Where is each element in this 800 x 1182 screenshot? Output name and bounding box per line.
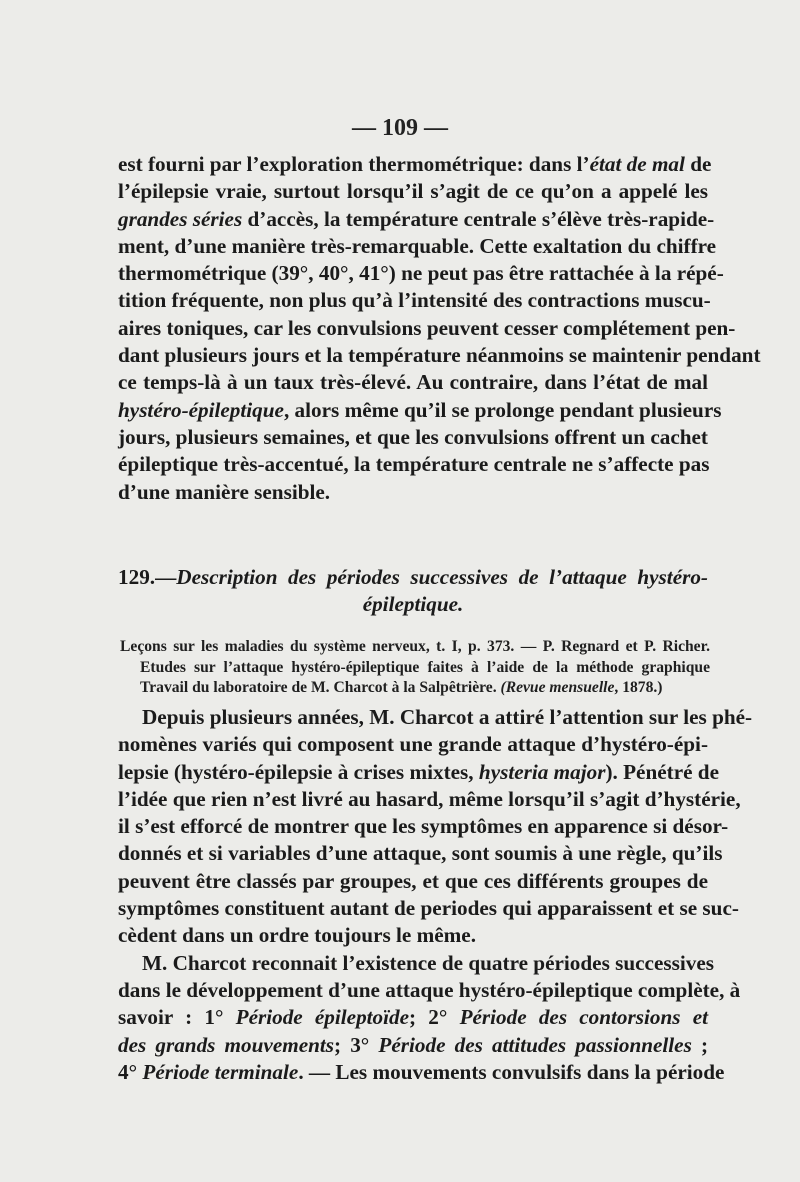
section-heading [118, 564, 708, 618]
text-line: M. Charcot reconnait l’existence de quatre périodes successives [142, 950, 714, 975]
text-line: d’une manière sensible. [118, 479, 331, 504]
text-line: peuvent être classés par groupes, et que ces différents groupes de [118, 868, 708, 893]
section-title-continued: épileptique. [362, 592, 464, 616]
text-line: dans le développement d’une attaque hystéro-épileptique complète, à [118, 977, 741, 1002]
text-line: jours, plusieurs semaines, et que les convulsions offrent un cachet [118, 424, 708, 449]
reference-line: Etudes sur l’attaque hystéro-épileptique faites à l’aide de la méthode graphique [140, 658, 710, 676]
text-line: cèdent dans un ordre toujours le même. [118, 923, 477, 948]
text-line: l’épilepsie vraie, surtout lorsqu’il s’agit de ce qu’on a appelé les [118, 179, 708, 204]
text-line: épileptique très-accentué, la température centrale ne s’affecte pas [118, 452, 710, 477]
section-title: Description des périodes successives de l’attaque hystéro- [176, 565, 708, 589]
text-line: lepsie (hystéro-épilepsie à crises mixtes, hysteria major). Pénétré de [118, 759, 719, 784]
text-line: donnés et si variables d’une attaque, sont soumis à une règle, qu’ils [118, 841, 723, 866]
text-line: est fourni par l’exploration thermométrique: dans l’état de mal de [118, 152, 712, 176]
paragraphs-charcot [118, 704, 753, 1086]
text-line: symptômes constituent autant de periodes qui apparaissent et se suc- [118, 896, 739, 921]
text-line: ce temps-là à un taux très-élevé. Au contraire, dans l’état de mal [118, 370, 708, 395]
reference-line: Travail du laboratoire de M. Charcot à la Salpêtrière. (Revue mensuelle, 1878.) [140, 679, 663, 696]
text-line: tition fréquente, non plus qu’à l’intensité des contractions muscu- [118, 288, 711, 313]
section-number: 129.— [118, 565, 177, 589]
text-line: aires toniques, car les convulsions peuvent cesser complétement pen- [118, 315, 736, 340]
text-line: ment, d’une manière très-remarquable. Cette exaltation du chiffre [118, 233, 717, 258]
bibliographic-references [120, 637, 710, 699]
reference-line: Leçons sur les maladies du système nerveux, t. I, p. 373. — P. Regnard et P. Richer. [120, 638, 710, 655]
text-line: savoir : 1° Période épileptoïde; 2° Période des contorsions et [118, 1005, 709, 1030]
paragraph-thermometry [118, 151, 761, 506]
page-number: — 109 — [352, 115, 448, 141]
text-line: Depuis plusieurs années, M. Charcot a attiré l’attention sur les phé- [142, 705, 753, 729]
text-line: grandes séries d’accès, la température centrale s’élève très-rapide- [118, 206, 715, 231]
text-line: l’idée que rien n’est livré au hasard, même lorsqu’il s’agit d’hystérie, [118, 786, 741, 811]
text-line: thermométrique (39°, 40°, 41°) ne peut pas être rattachée à la répé- [118, 261, 724, 286]
text-line: hystéro-épileptique, alors même qu’il se prolonge pendant plusieurs [118, 397, 722, 422]
text-line: 4° Période terminale. — Les mouvements convulsifs dans la période [118, 1059, 725, 1084]
text-line: nomènes variés qui composent une grande attaque d’hystéro-épi- [118, 732, 708, 757]
text-line: des grands mouvements; 3° Période des attitudes passionnelles ; [118, 1032, 709, 1057]
text-line: dant plusieurs jours et la température néanmoins se maintenir pendant [118, 343, 761, 368]
text-line: il s’est efforcé de montrer que les symptômes en apparence si désor- [118, 814, 729, 839]
